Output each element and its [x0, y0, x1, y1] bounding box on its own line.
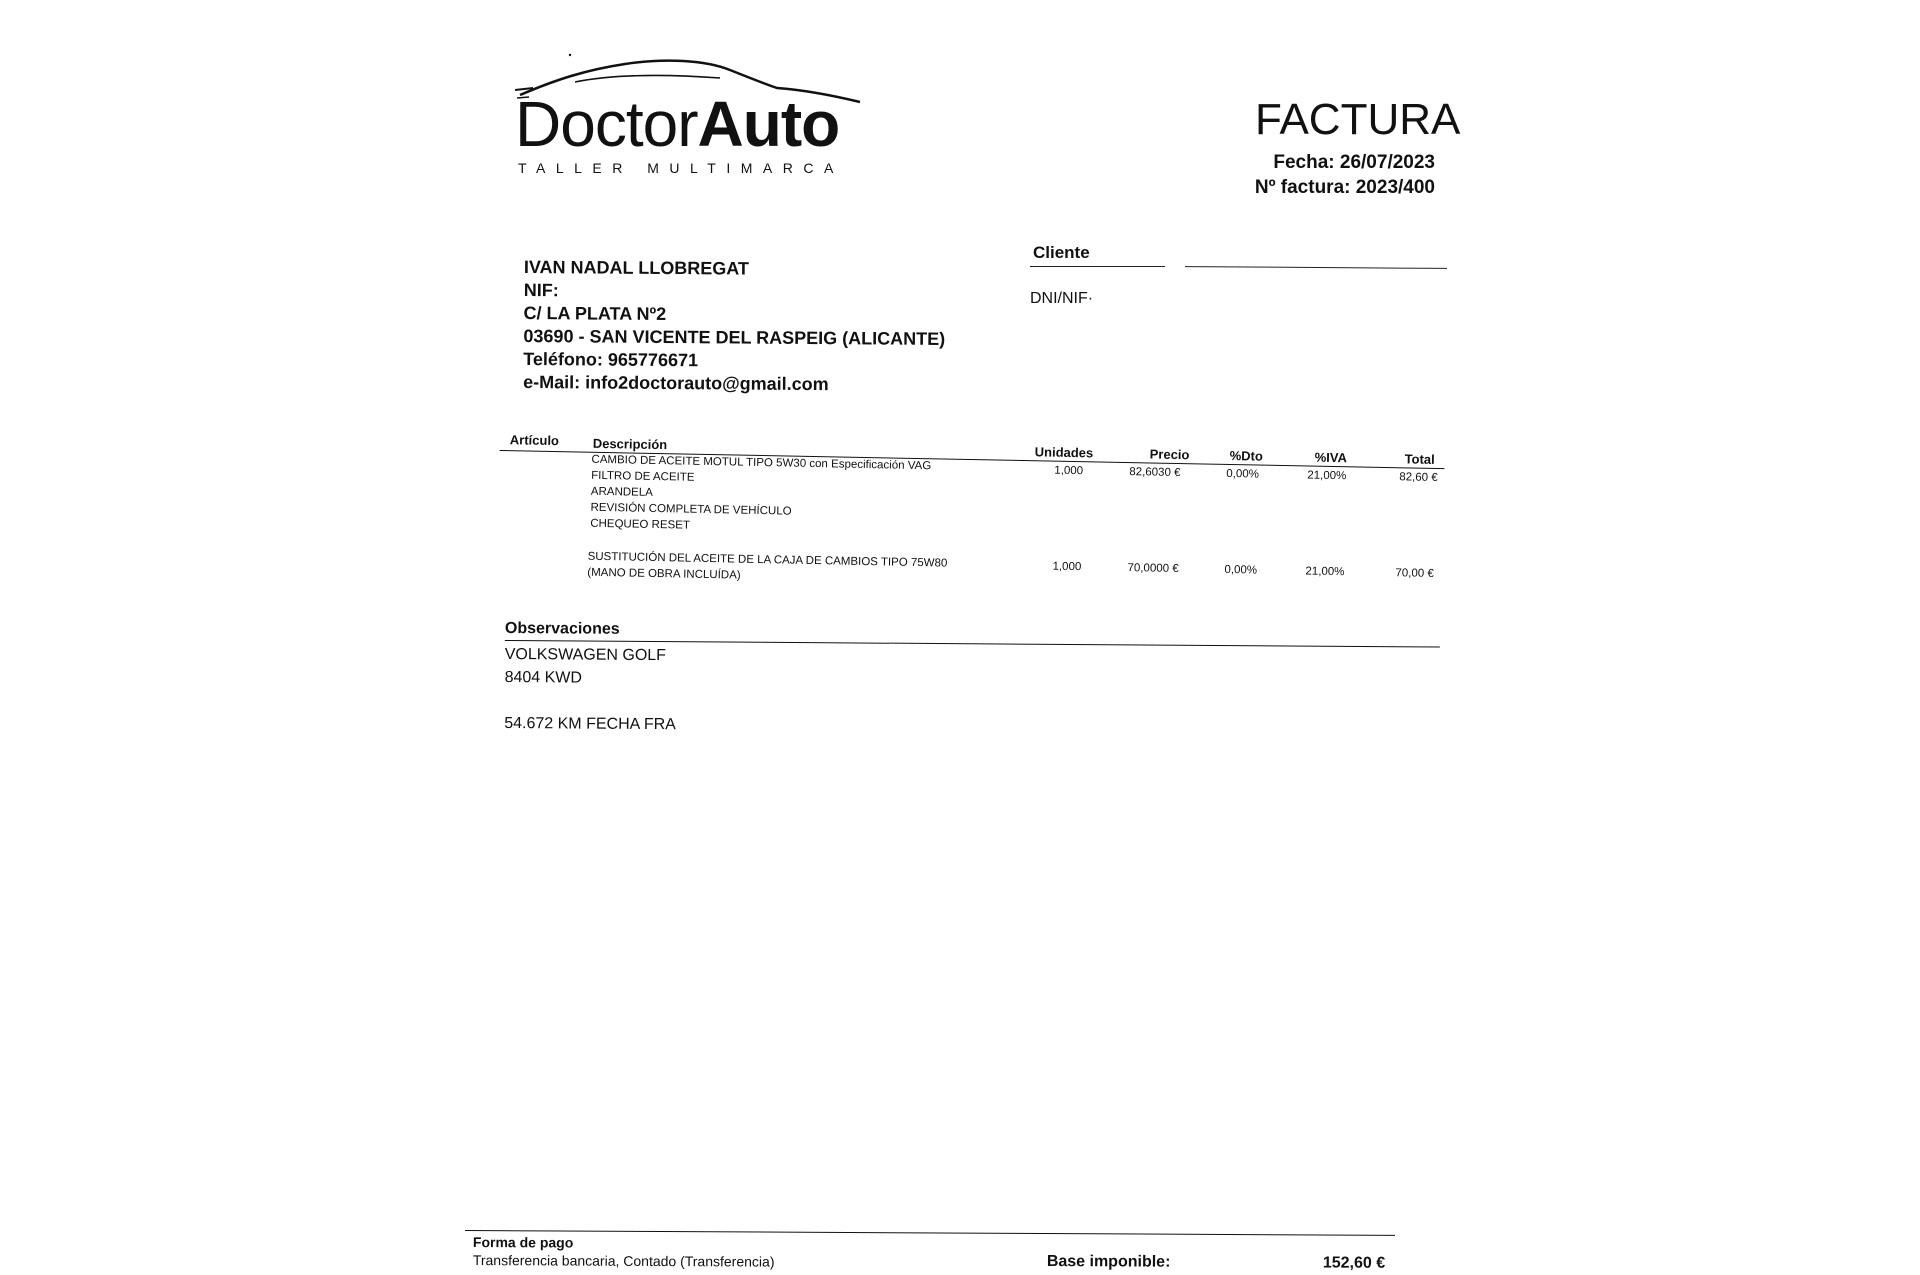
- row-2-precio: 70,0000 €: [1127, 562, 1179, 576]
- document-meta: [1230, 150, 1435, 200]
- client-underline: [1030, 266, 1165, 267]
- row-2-line-1: SUSTITUCIÓN DEL ACEITE DE LA CAJA DE CAMBIOS TIPO 75W80: [587, 550, 948, 570]
- payment-label: Forma de pago: [472, 1234, 574, 1251]
- row-1-line-2: FILTRO DE ACEITE: [591, 469, 695, 484]
- payment-value: Transferencia bancaria, Contado (Transferencia): [472, 1252, 775, 1270]
- client-signature-line: [1185, 266, 1447, 269]
- table-row-2-description: [587, 549, 947, 588]
- customer-address: C/ LA PLATA Nº2: [523, 302, 667, 324]
- row-1-line-1: CAMBIO DE ACEITE MOTUL TIPO 5W30 con Especificación VAG: [591, 453, 932, 473]
- row-1-line-4: REVISIÓN COMPLETA DE VEHÍCULO: [590, 501, 792, 518]
- company-logo: [515, 40, 875, 180]
- row-1-line-3: ARANDELA: [590, 485, 653, 499]
- header-descripcion: Descripción: [592, 435, 668, 453]
- table-row-1-description: [590, 452, 931, 539]
- row-1-precio: 82,6030 €: [1129, 466, 1181, 480]
- customer-name: IVAN NADAL LLOBREGAT: [523, 256, 749, 279]
- row-2-dto: 0,00%: [1224, 563, 1258, 577]
- observation-plate: 8404 KWD: [504, 668, 583, 687]
- observations-lines: [504, 643, 1440, 742]
- document-title: FACTURA: [1255, 95, 1461, 144]
- header-precio: Precio: [1149, 446, 1190, 463]
- row-2-total: 70,00 €: [1395, 567, 1434, 580]
- row-2-iva: 21,00%: [1305, 565, 1345, 579]
- base-value: 152,60 €: [1322, 1254, 1386, 1272]
- customer-city: 03690 - SAN VICENTE DEL RASPEIG (ALICANTE): [523, 325, 946, 349]
- items-table: [497, 432, 1445, 610]
- base-label: Base imponible:: [1046, 1253, 1171, 1271]
- row-2-unidades: 1,000: [1052, 560, 1082, 574]
- row-2-line-2: (MANO DE OBRA INCLUÍDA): [587, 566, 741, 582]
- observations-section: [504, 620, 1440, 742]
- logo-tagline: TALLER MULTIMARCA: [518, 160, 844, 176]
- client-dni-label: DNI/NIF·: [1030, 290, 1094, 307]
- observation-vehicle: VOLKSWAGEN GOLF: [504, 645, 667, 665]
- header-unidades: Unidades: [1034, 444, 1094, 461]
- customer-block: [523, 256, 946, 397]
- row-1-total: 82,60 €: [1399, 471, 1438, 485]
- header-articulo: Artículo: [509, 432, 560, 449]
- customer-nif: NIF:: [523, 279, 559, 301]
- invoice-date: Fecha: 26/07/2023: [1273, 152, 1435, 173]
- logo-wordmark: [515, 88, 840, 160]
- header-iva: %IVA: [1314, 449, 1348, 466]
- client-label: Cliente: [1033, 243, 1090, 262]
- observations-title: Observaciones: [504, 620, 620, 638]
- logo-word-doctor: Doctor: [515, 88, 698, 160]
- header-dto: %Dto: [1229, 448, 1264, 464]
- row-1-unidades: 1,000: [1054, 464, 1084, 478]
- observation-mileage: 54.672 KM FECHA FRA: [504, 714, 676, 734]
- footer-rule: [465, 1230, 1395, 1236]
- customer-email: e-Mail: info2doctorauto@gmail.com: [523, 371, 829, 395]
- logo-word-auto: Auto: [697, 88, 840, 160]
- header-total: Total: [1404, 451, 1435, 467]
- invoice-footer: [465, 1230, 1400, 1275]
- row-1-line-5: CHEQUEO RESET: [590, 517, 691, 532]
- invoice-number: Nº factura: 2023/400: [1254, 177, 1435, 198]
- customer-phone: Teléfono: 965776671: [523, 348, 699, 371]
- row-1-dto: 0,00%: [1226, 467, 1260, 481]
- row-1-iva: 21,00%: [1307, 469, 1347, 483]
